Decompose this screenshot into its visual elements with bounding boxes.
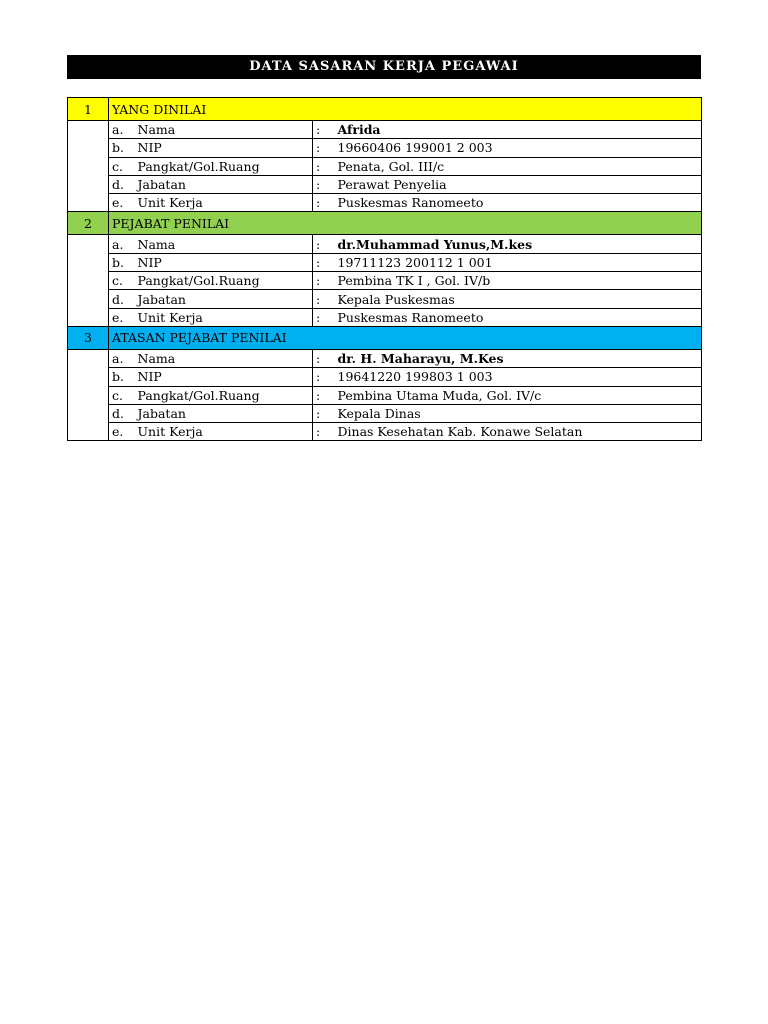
section-spacer-cell bbox=[68, 349, 109, 440]
row-key: d. bbox=[109, 290, 135, 308]
row-colon: : bbox=[313, 139, 335, 157]
row-label: Jabatan bbox=[135, 175, 313, 193]
row-label: Unit Kerja bbox=[135, 194, 313, 212]
row-value: Kepala Puskesmas bbox=[335, 290, 702, 308]
row-colon: : bbox=[313, 290, 335, 308]
row-value: Afrida bbox=[335, 121, 702, 139]
row-colon: : bbox=[313, 423, 335, 441]
row-value: Kepala Dinas bbox=[335, 404, 702, 422]
table-row bbox=[68, 121, 702, 139]
table-row bbox=[68, 175, 702, 193]
row-key: e. bbox=[109, 423, 135, 441]
section-number: 2 bbox=[68, 212, 109, 235]
row-colon: : bbox=[313, 194, 335, 212]
row-colon: : bbox=[313, 404, 335, 422]
section-header-row bbox=[68, 326, 702, 349]
table-row bbox=[68, 368, 702, 386]
row-label: Pangkat/Gol.Ruang bbox=[135, 386, 313, 404]
row-key: b. bbox=[109, 139, 135, 157]
row-label: NIP bbox=[135, 139, 313, 157]
row-key: d. bbox=[109, 404, 135, 422]
row-value: Puskesmas Ranomeeto bbox=[335, 194, 702, 212]
section-heading: ATASAN PEJABAT PENILAI bbox=[109, 326, 702, 349]
row-label: Nama bbox=[135, 121, 313, 139]
row-value: dr. H. Maharayu, M.Kes bbox=[335, 349, 702, 367]
row-colon: : bbox=[313, 386, 335, 404]
row-key: c. bbox=[109, 272, 135, 290]
table-row bbox=[68, 349, 702, 367]
row-colon: : bbox=[313, 308, 335, 326]
table-row bbox=[68, 235, 702, 253]
row-key: b. bbox=[109, 253, 135, 271]
row-colon: : bbox=[313, 175, 335, 193]
row-colon: : bbox=[313, 272, 335, 290]
table-row bbox=[68, 157, 702, 175]
section-heading: YANG DINILAI bbox=[109, 98, 702, 121]
section-number: 1 bbox=[68, 98, 109, 121]
row-colon: : bbox=[313, 121, 335, 139]
row-key: d. bbox=[109, 175, 135, 193]
row-key: c. bbox=[109, 157, 135, 175]
row-key: c. bbox=[109, 386, 135, 404]
row-colon: : bbox=[313, 368, 335, 386]
row-label: Nama bbox=[135, 349, 313, 367]
table-row bbox=[68, 139, 702, 157]
row-label: Pangkat/Gol.Ruang bbox=[135, 272, 313, 290]
row-colon: : bbox=[313, 253, 335, 271]
employee-data-table bbox=[67, 97, 702, 441]
row-key: e. bbox=[109, 194, 135, 212]
row-label: Pangkat/Gol.Ruang bbox=[135, 157, 313, 175]
row-value: 19641220 199803 1 003 bbox=[335, 368, 702, 386]
row-value: Penata, Gol. III/c bbox=[335, 157, 702, 175]
row-value: dr.Muhammad Yunus,M.kes bbox=[335, 235, 702, 253]
table-row bbox=[68, 308, 702, 326]
row-value: 19711123 200112 1 001 bbox=[335, 253, 702, 271]
row-value: Dinas Kesehatan Kab. Konawe Selatan bbox=[335, 423, 702, 441]
row-colon: : bbox=[313, 349, 335, 367]
row-value: Pembina TK I , Gol. IV/b bbox=[335, 272, 702, 290]
row-label: Unit Kerja bbox=[135, 423, 313, 441]
section-header-row bbox=[68, 212, 702, 235]
table-row bbox=[68, 423, 702, 441]
row-key: b. bbox=[109, 368, 135, 386]
section-header-row bbox=[68, 98, 702, 121]
row-label: Jabatan bbox=[135, 404, 313, 422]
row-label: Unit Kerja bbox=[135, 308, 313, 326]
row-label: NIP bbox=[135, 368, 313, 386]
row-value: 19660406 199001 2 003 bbox=[335, 139, 702, 157]
row-colon: : bbox=[313, 235, 335, 253]
row-value: Puskesmas Ranomeeto bbox=[335, 308, 702, 326]
row-label: NIP bbox=[135, 253, 313, 271]
table-row bbox=[68, 404, 702, 422]
page-title: DATA SASARAN KERJA PEGAWAI bbox=[67, 55, 701, 79]
table-row bbox=[68, 290, 702, 308]
row-key: e. bbox=[109, 308, 135, 326]
row-key: a. bbox=[109, 349, 135, 367]
row-value: Pembina Utama Muda, Gol. IV/c bbox=[335, 386, 702, 404]
row-label: Jabatan bbox=[135, 290, 313, 308]
table-row bbox=[68, 386, 702, 404]
table-row bbox=[68, 253, 702, 271]
table-row bbox=[68, 194, 702, 212]
row-colon: : bbox=[313, 157, 335, 175]
section-heading: PEJABAT PENILAI bbox=[109, 212, 702, 235]
row-value: Perawat Penyelia bbox=[335, 175, 702, 193]
table-row bbox=[68, 272, 702, 290]
row-key: a. bbox=[109, 235, 135, 253]
section-spacer-cell bbox=[68, 121, 109, 212]
section-spacer-cell bbox=[68, 235, 109, 326]
row-label: Nama bbox=[135, 235, 313, 253]
row-key: a. bbox=[109, 121, 135, 139]
section-number: 3 bbox=[68, 326, 109, 349]
